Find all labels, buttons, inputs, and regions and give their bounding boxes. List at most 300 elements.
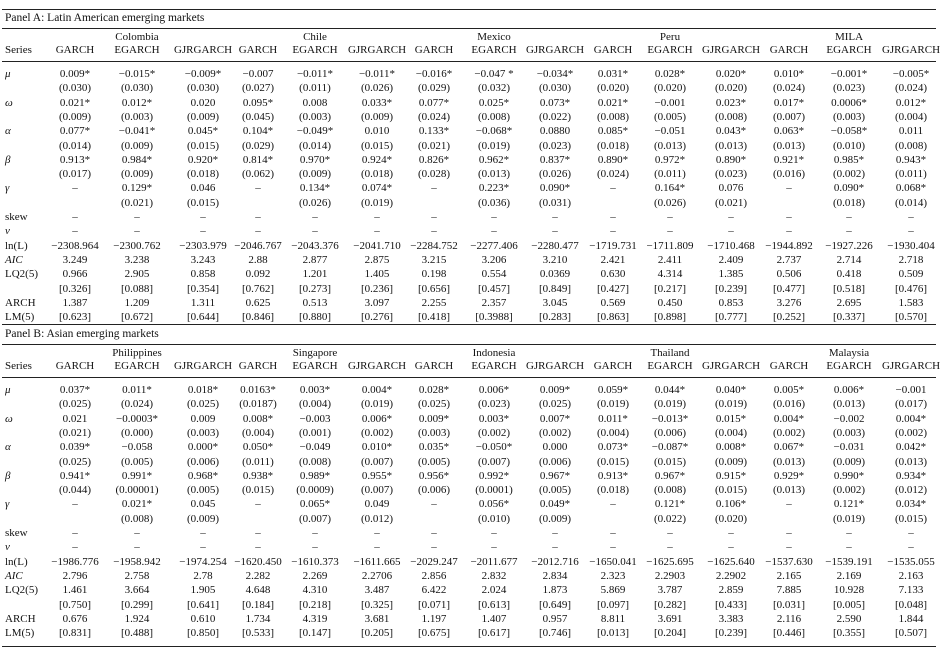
table-cell: (0.009) [186, 512, 220, 525]
table-cell: – [72, 498, 78, 511]
table-cell: 1.734 [245, 612, 271, 625]
table-cell: (0.023) [477, 398, 511, 411]
model-header: GJRGARCH [173, 360, 233, 372]
table-cell: −2012.716 [531, 555, 579, 568]
market-name: Philippines [112, 347, 162, 359]
model-header: EGARCH [647, 44, 693, 56]
table-cell: 2.409 [718, 253, 744, 266]
table-cell: (0.018) [360, 168, 394, 181]
table-cell: 0.009* [59, 68, 91, 80]
table-cell: −1719.731 [589, 239, 637, 252]
table-cell: 0.924* [361, 153, 393, 166]
table-row [0, 397, 940, 411]
table-cell: – [134, 541, 140, 554]
table-cell: – [134, 527, 140, 539]
table-cell: [0.880] [298, 311, 332, 324]
table-cell: 0.121* [833, 498, 865, 511]
bottom-rule [2, 646, 936, 647]
table-cell: [0.644] [186, 311, 220, 324]
table-cell: (0.020) [653, 82, 687, 95]
table-cell: (0.014) [894, 196, 928, 209]
table-cell: 1.924 [124, 612, 150, 625]
table-cell: 0.034* [895, 498, 927, 511]
table-cell: (0.015) [653, 455, 687, 468]
table-cell: −1974.254 [179, 555, 227, 568]
table-cell: 0.967* [539, 469, 571, 482]
table-cell: (0.007) [477, 455, 511, 468]
table-cell: −0.005* [892, 68, 930, 80]
table-cell: −1711.809 [646, 239, 694, 252]
table-cell: – [846, 211, 852, 223]
table-cell: −1986.776 [51, 555, 99, 568]
table-cell: 0.021* [121, 498, 153, 511]
table-cell: (0.015) [186, 139, 220, 152]
table-cell: – [491, 527, 497, 539]
table-cell: 1.873 [542, 584, 568, 597]
table-cell: 0.554 [481, 268, 507, 281]
table-cell: [0.507] [894, 627, 928, 640]
table-cell: [0.617] [477, 627, 511, 640]
table-cell: – [431, 527, 437, 539]
table-cell: (0.003) [120, 110, 154, 123]
row-label: γ [5, 182, 10, 195]
table-cell: 0.049 [364, 498, 390, 511]
table-cell: 2.411 [657, 253, 683, 266]
table-cell: 3.249 [62, 253, 88, 266]
table-row [0, 124, 940, 138]
table-cell: −0.058* [830, 125, 868, 138]
table-cell: −0.068* [475, 125, 513, 138]
table-cell: (0.011) [895, 168, 927, 181]
table-cell: – [312, 527, 318, 539]
market-header-row [0, 30, 940, 44]
table-cell: – [374, 211, 380, 223]
table-cell: (0.013) [653, 139, 687, 152]
table-cell: – [431, 182, 437, 195]
table-cell: – [610, 182, 616, 195]
header-rule [2, 377, 936, 378]
table-cell: −0.016* [415, 68, 453, 80]
table-cell: 3.215 [421, 253, 447, 266]
table-cell: 4.310 [302, 584, 328, 597]
table-cell: (0.020) [596, 82, 630, 95]
table-cell: (0.024) [772, 82, 806, 95]
table-cell: (0.006) [186, 455, 220, 468]
table-cell: 0.003* [478, 412, 510, 425]
table-cell: (0.008) [477, 110, 511, 123]
table-cell: [0.239] [714, 282, 748, 295]
table-cell: (0.016) [772, 398, 806, 411]
row-label: LQ2(5) [5, 584, 38, 597]
table-row [0, 540, 940, 554]
table-cell: −0.047 * [474, 68, 514, 80]
table-cell: 3.210 [542, 253, 568, 266]
model-header: EGARCH [826, 360, 872, 372]
table-cell: 2.832 [481, 569, 507, 582]
row-label: α [5, 125, 11, 138]
model-header: GARCH [593, 360, 633, 372]
model-header: EGARCH [826, 44, 872, 56]
table-cell: (0.029) [241, 139, 275, 152]
table-cell: (0.004) [298, 398, 332, 411]
table-cell: [0.672] [120, 311, 154, 324]
table-cell: [0.282] [653, 598, 687, 611]
table-cell: (0.009) [120, 139, 154, 152]
table-cell: 0.967* [654, 469, 686, 482]
table-cell: – [255, 541, 261, 554]
table-cell: 0.968* [187, 469, 219, 482]
table-cell: (0.002) [832, 168, 866, 181]
table-cell: −1710.468 [707, 239, 755, 252]
table-cell: [0.750] [58, 598, 92, 611]
table-row [0, 526, 940, 540]
table-cell: 0.004* [895, 412, 927, 425]
table-row [0, 282, 940, 296]
table-cell: (0.008) [653, 484, 687, 497]
table-cell: 2.758 [124, 569, 150, 582]
table-cell: – [491, 541, 497, 554]
table-cell: (0.022) [653, 512, 687, 525]
row-label: ARCH [5, 296, 36, 309]
table-cell: 0.007* [539, 412, 571, 425]
table-cell: (0.021) [120, 196, 154, 209]
table-cell: 0.569 [600, 296, 626, 309]
panel-title: Panel B: Asian emerging markets [5, 328, 159, 340]
table-cell: −0.015* [118, 68, 156, 80]
table-cell: [0.326] [58, 282, 92, 295]
table-cell: 0.962* [478, 153, 510, 166]
table-cell: 2.905 [124, 268, 150, 281]
model-header: EGARCH [471, 44, 517, 56]
table-cell: (0.015) [241, 484, 275, 497]
table-cell: (0.013) [772, 139, 806, 152]
table-cell: 6.422 [421, 584, 447, 597]
table-row [0, 569, 940, 583]
table-cell: (0.009) [538, 512, 572, 525]
row-label: AIC [5, 253, 23, 266]
table-cell: (0.036) [477, 196, 511, 209]
table-cell: 0.513 [302, 296, 328, 309]
table-cell: – [728, 541, 734, 554]
table-cell: (0.019) [477, 139, 511, 152]
table-cell: −0.001* [830, 68, 868, 80]
table-cell: 0.972* [654, 153, 686, 166]
row-label: ω [5, 96, 13, 109]
table-cell: 0.040* [715, 384, 747, 396]
table-cell: – [667, 225, 673, 238]
table-cell: (0.005) [653, 110, 687, 123]
table-cell: (0.00001) [115, 484, 159, 497]
table-cell: 1.583 [898, 296, 924, 309]
table-cell: 0.984* [121, 153, 153, 166]
row-label: LM(5) [5, 311, 35, 324]
table-cell: 0.198 [421, 268, 447, 281]
table-cell: [0.013] [596, 627, 630, 640]
table-row [0, 267, 940, 281]
table-cell: 3.206 [481, 253, 507, 266]
table-cell: 0.092 [245, 268, 271, 281]
table-row [0, 612, 940, 626]
table-cell: 0.121* [654, 498, 686, 511]
table-cell: 0.073* [539, 96, 571, 109]
table-cell: 2.718 [898, 253, 924, 266]
table-cell: 0.059* [597, 384, 629, 396]
table-cell: 0.915* [715, 469, 747, 482]
table-cell: 0.506 [776, 268, 802, 281]
table-cell: (0.004) [894, 110, 928, 123]
table-cell: 0.625 [245, 296, 271, 309]
table-cell: 0.920* [187, 153, 219, 166]
table-row [0, 96, 940, 110]
table-cell: 1.407 [481, 612, 507, 625]
table-cell: – [610, 498, 616, 511]
table-row [0, 412, 940, 426]
table-cell: 0.015* [715, 412, 747, 425]
table-cell: – [610, 211, 616, 223]
table-cell: −1620.450 [234, 555, 282, 568]
table-cell: (0.008) [894, 139, 928, 152]
table-cell: (0.005) [120, 455, 154, 468]
table-cell: (0.0009) [296, 484, 334, 497]
model-header: EGARCH [647, 360, 693, 372]
table-cell: 2.116 [776, 612, 802, 625]
table-cell: (0.004) [241, 426, 275, 439]
table-cell: 0.008* [242, 412, 274, 425]
table-cell: 0.043* [715, 125, 747, 138]
table-cell: (0.023) [538, 139, 572, 152]
table-cell: −1944.892 [765, 239, 813, 252]
table-cell: (0.011) [299, 82, 331, 95]
table-cell: [0.457] [477, 282, 511, 295]
table-cell: – [610, 527, 616, 539]
table-row [0, 110, 940, 124]
table-cell: 3.787 [657, 584, 683, 597]
market-name: Peru [659, 31, 681, 43]
table-cell: [0.337] [832, 311, 866, 324]
table-cell: 0.938* [242, 469, 274, 482]
table-cell: – [667, 211, 673, 223]
table-cell: 0.003* [299, 384, 331, 396]
table-cell: −2284.752 [410, 239, 458, 252]
table-cell: – [786, 211, 792, 223]
table-cell: (0.012) [894, 484, 928, 497]
table-row [0, 296, 940, 310]
panel-title-rule [2, 344, 936, 345]
table-cell: (0.011) [242, 455, 274, 468]
table-cell: 0.509 [898, 268, 924, 281]
table-cell: – [374, 527, 380, 539]
table-row [0, 253, 940, 267]
table-cell: 0.941* [59, 469, 91, 482]
row-label: ln(L) [5, 555, 28, 568]
table-cell: [0.846] [241, 311, 275, 324]
table-cell: −1625.695 [646, 555, 694, 568]
table-cell: [0.097] [596, 598, 630, 611]
table-cell: 0.010* [361, 441, 393, 454]
table-cell: 1.461 [62, 584, 88, 597]
table-cell: 3.664 [124, 584, 150, 597]
table-cell: [0.299] [120, 598, 154, 611]
table-cell: – [374, 225, 380, 238]
table-cell: (0.045) [241, 110, 275, 123]
table-cell: (0.004) [714, 426, 748, 439]
table-cell: 3.276 [776, 296, 802, 309]
table-cell: (0.025) [538, 398, 572, 411]
table-cell: [0.205] [360, 627, 394, 640]
table-cell: 0.000 [542, 441, 568, 454]
table-cell: (0.000) [120, 426, 154, 439]
table-cell: – [134, 225, 140, 238]
table-cell: 2.88 [248, 253, 268, 266]
table-cell: 0.035* [418, 441, 450, 454]
table-cell: 0.074* [361, 182, 393, 195]
table-cell: 1.387 [62, 296, 88, 309]
table-cell: (0.013) [714, 139, 748, 152]
market-name: Mexico [477, 31, 511, 43]
model-header: GJRGARCH [347, 360, 407, 372]
table-cell: 0.826* [418, 153, 450, 166]
table-cell: [0.570] [894, 311, 928, 324]
table-cell: (0.031) [538, 196, 572, 209]
table-cell: – [552, 211, 558, 223]
table-cell: [0.184] [241, 598, 275, 611]
table-cell: (0.001) [298, 426, 332, 439]
table-cell: −0.013* [651, 412, 689, 425]
table-row [0, 139, 940, 153]
table-cell: 3.045 [542, 296, 568, 309]
table-cell: (0.018) [186, 168, 220, 181]
table-cell: – [431, 541, 437, 554]
table-cell: 0.023* [715, 96, 747, 109]
table-cell: (0.004) [596, 426, 630, 439]
table-cell: 0.045* [187, 125, 219, 138]
table-cell: (0.003) [832, 426, 866, 439]
table-cell: – [610, 225, 616, 238]
table-cell: – [312, 225, 318, 238]
table-cell: (0.003) [298, 110, 332, 123]
table-cell: 0.929* [773, 469, 805, 482]
row-label: α [5, 441, 11, 454]
table-cell: 2.737 [776, 253, 802, 266]
table-cell: 0.129* [121, 182, 153, 195]
table-cell: 0.021* [59, 96, 91, 109]
table-cell: 1.209 [124, 296, 150, 309]
table-cell: 0.890* [597, 153, 629, 166]
row-label: μ [5, 384, 11, 396]
table-cell: (0.002) [477, 426, 511, 439]
table-cell: −1650.041 [589, 555, 637, 568]
table-cell: – [908, 527, 914, 539]
table-cell: 0.223* [478, 182, 510, 195]
row-label: γ [5, 498, 10, 511]
table-cell: 0.858 [190, 268, 216, 281]
table-cell: (0.008) [714, 110, 748, 123]
model-header: GJRGARCH [525, 360, 585, 372]
table-cell: 0.955* [361, 469, 393, 482]
table-cell: 0.008* [715, 441, 747, 454]
table-cell: (0.002) [894, 426, 928, 439]
table-cell: [0.831] [58, 627, 92, 640]
table-cell: [0.433] [714, 598, 748, 611]
table-cell: 0.020 [190, 96, 216, 109]
table-cell: 0.610 [190, 612, 216, 625]
model-header: GJRGARCH [701, 360, 761, 372]
table-cell: −0.049* [296, 125, 334, 138]
table-cell: [0.325] [360, 598, 394, 611]
table-cell: – [431, 498, 437, 511]
table-cell: −1611.665 [353, 555, 401, 568]
table-cell: – [72, 541, 78, 554]
table-cell: (0.025) [58, 455, 92, 468]
table-cell: 5.869 [600, 584, 626, 597]
panel-title-rule [2, 28, 936, 29]
table-cell: (0.030) [120, 82, 154, 95]
table-cell: – [255, 527, 261, 539]
table-cell: (0.029) [417, 82, 451, 95]
table-cell: – [728, 211, 734, 223]
table-cell: – [552, 527, 558, 539]
table-cell: [0.656] [417, 282, 451, 295]
table-cell: (0.021) [58, 426, 92, 439]
table-cell: – [200, 541, 206, 554]
table-cell: −0.058 [121, 441, 153, 454]
table-cell: 0.005* [773, 384, 805, 396]
table-cell: 0.009 [190, 412, 216, 425]
table-cell: −0.0003* [116, 412, 158, 425]
table-cell: 0.418 [836, 268, 862, 281]
table-cell: – [72, 225, 78, 238]
table-cell: −0.051 [654, 125, 686, 138]
table-cell: – [255, 225, 261, 238]
table-cell: [0.427] [596, 282, 630, 295]
table-cell: – [728, 527, 734, 539]
table-cell: (0.009) [120, 168, 154, 181]
table-cell: −2277.406 [470, 239, 518, 252]
table-row [0, 455, 940, 469]
table-cell: 0.090* [539, 182, 571, 195]
table-cell: 0.989* [299, 469, 331, 482]
table-cell: 2.165 [776, 569, 802, 582]
table-cell: 0.076 [718, 182, 744, 195]
table-row [0, 81, 940, 95]
table-cell: 0.095* [242, 96, 274, 109]
model-header: GJRGARCH [173, 44, 233, 56]
table-cell: 0.992* [478, 469, 510, 482]
table-cell: 2.169 [836, 569, 862, 582]
table-cell: (0.005) [417, 455, 451, 468]
table-cell: 0.085* [597, 125, 629, 138]
table-cell: [0.217] [653, 282, 687, 295]
table-cell: 3.691 [657, 612, 683, 625]
table-cell: −0.011* [358, 68, 396, 80]
table-cell: – [200, 527, 206, 539]
table-cell: – [255, 211, 261, 223]
table-cell: (0.007) [360, 455, 394, 468]
table-cell: 0.039* [59, 441, 91, 454]
table-cell: 0.913* [597, 469, 629, 482]
table-cell: −0.049 [299, 441, 331, 454]
table-row [0, 167, 940, 181]
model-header: GARCH [769, 360, 809, 372]
table-cell: (0.020) [714, 82, 748, 95]
table-cell: (0.007) [772, 110, 806, 123]
table-cell: 2.2706 [361, 569, 393, 582]
table-cell: 0.985* [833, 153, 865, 166]
market-name: Chile [303, 31, 327, 43]
table-cell: 0.010* [773, 68, 805, 80]
table-cell: 1.311 [190, 296, 216, 309]
table-cell: (0.003) [832, 110, 866, 123]
